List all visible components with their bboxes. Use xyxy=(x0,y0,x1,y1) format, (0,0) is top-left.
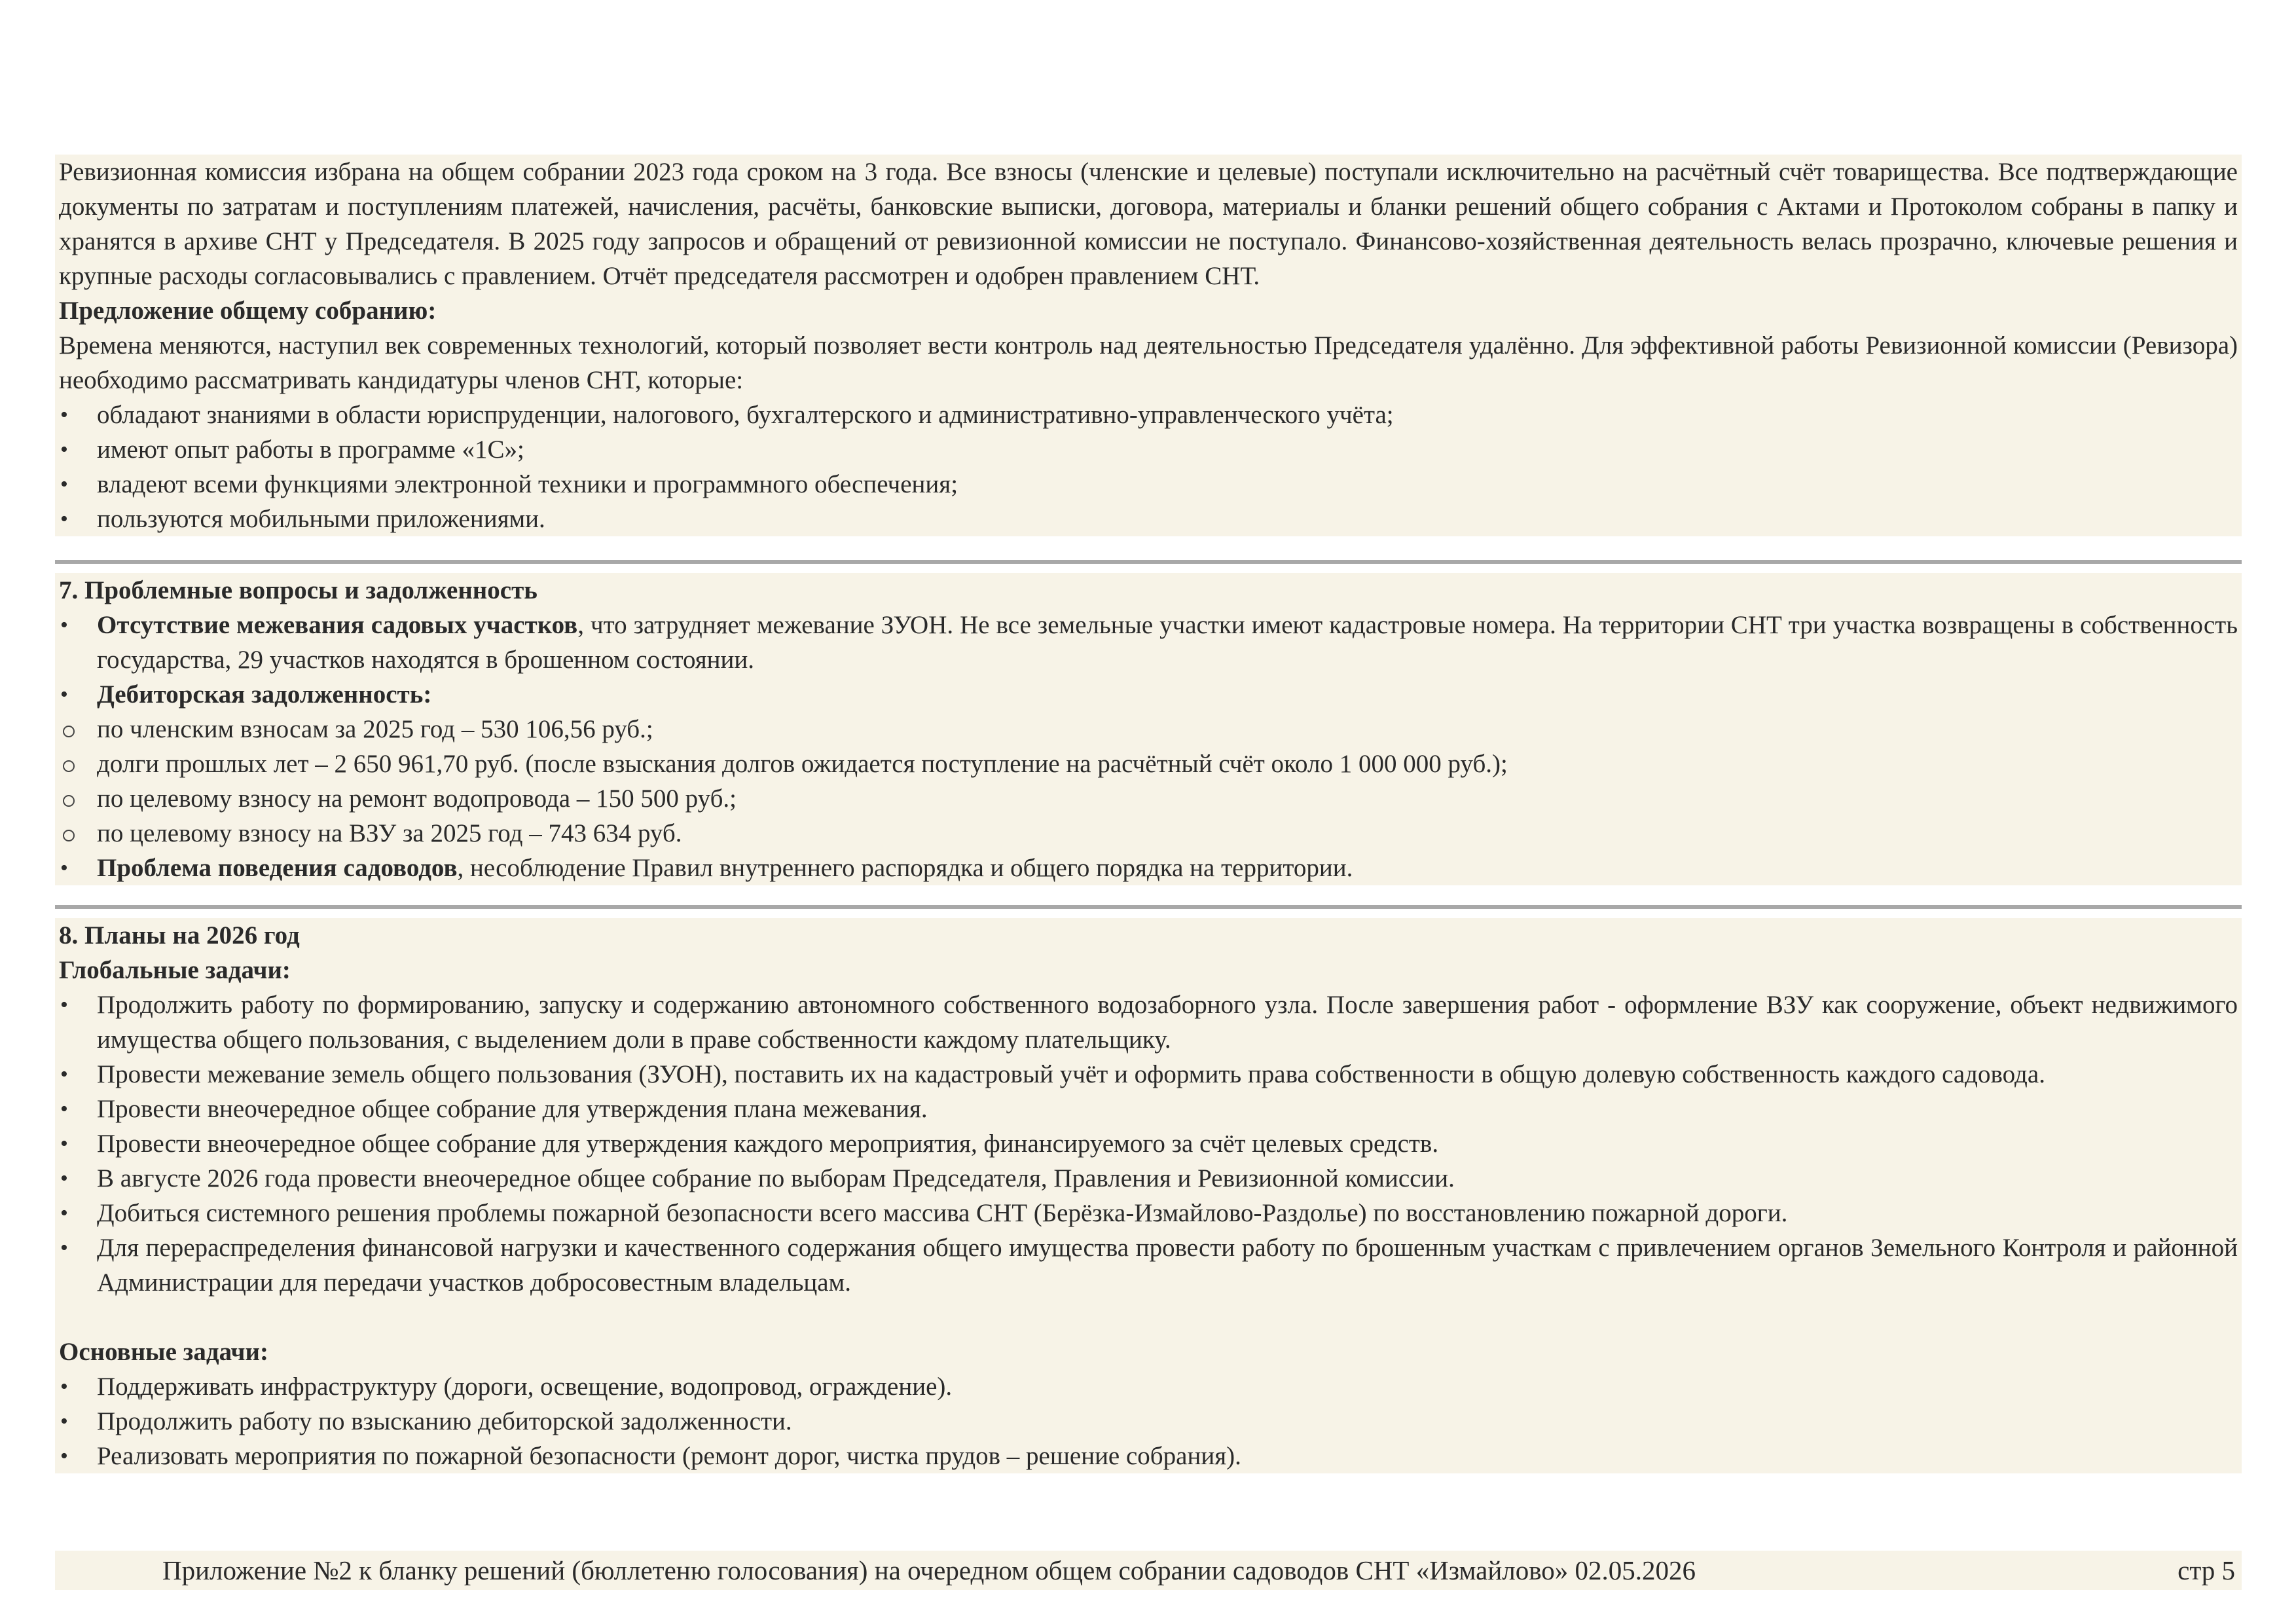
proposal-text: Времена меняются, наступил век современных технологий, который позволяет вести контроль над деятельностью Председателя удалённо. Для эффективной работы Ревизионной комиссии (Ревизора) необходимо рассматривать кандидатуры членов СНТ, которые: xyxy=(59,331,2238,394)
list-item: • владеют всеми функциями электронной техники и программного обеспечения; xyxy=(59,467,2238,502)
section-8 xyxy=(55,918,2242,1473)
list-item: • Провести внеочередное общее собрание для утверждения плана межевания. xyxy=(59,1092,2238,1126)
list-item: • В августе 2026 года провести внеочередное общее собрание по выборам Председателя, Правления и Ревизионной комиссии. xyxy=(59,1161,2238,1196)
item-text: , несоблюдение Правил внутреннего распорядка и общего порядка на территории. xyxy=(457,854,1353,882)
item-bold: Отсутствие межевания садовых участков xyxy=(97,611,578,639)
section-7 xyxy=(55,573,2242,885)
sub-list-item: по целевому взносу на ВЗУ за 2025 год – 743 634 руб. xyxy=(59,816,2238,851)
footer-text: Приложение №2 к бланку решений (бюллетеню голосования) на очередном общем собрании садоводов СНТ «Измайлово» 02.05.2026 xyxy=(162,1555,1696,1585)
spacer xyxy=(55,909,2242,918)
page-footer xyxy=(55,1551,2242,1590)
spacer xyxy=(55,536,2242,563)
list-item: • Продолжить работу по формированию, запуску и содержанию автономного собственного водозаборного узла. После завершения работ - оформление ВЗУ как сооружение, объект недвижимого имущества общего пользования, с выделением доли в праве собственности каждому плательщику. xyxy=(59,987,2238,1057)
main-tasks-heading: Основные задачи: xyxy=(59,1338,268,1366)
spacer xyxy=(55,885,2242,905)
section-7-heading: 7. Проблемные вопросы и задолженность xyxy=(59,576,538,604)
list-item: • Поддерживать инфраструктуру (дороги, освещение, водопровод, ограждение). xyxy=(59,1369,2238,1404)
sub-list-item: по целевому взносу на ремонт водопровода – 150 500 руб.; xyxy=(59,781,2238,816)
list-item xyxy=(59,851,2238,885)
page-number: стр 5 xyxy=(2178,1555,2235,1585)
list-item: • Реализовать мероприятия по пожарной безопасности (ремонт дорог, чистка прудов – решение собрания). xyxy=(59,1439,2238,1473)
proposal-heading: Предложение общему собранию: xyxy=(59,297,437,325)
item-bold: Дебиторская задолженность: xyxy=(97,680,432,709)
sub-list-item: по членским взносам за 2025 год – 530 106,56 руб.; xyxy=(59,712,2238,747)
spacer xyxy=(59,1300,2238,1335)
list-item: • Добиться системного решения проблемы пожарной безопасности всего массива СНТ (Берёзка-Измайлово-Раздолье) по восстановлению пожарной дороги. xyxy=(59,1196,2238,1230)
list-item: • имеют опыт работы в программе «1С»; xyxy=(59,432,2238,467)
audit-paragraph: Ревизионная комиссия избрана на общем собрании 2023 года сроком на 3 года. Все взносы (членские и целевые) поступали исключительно на расчётный счёт товарищества. Все подтверждающие документы по затратам и поступлениям платежей, начисления, расчёты, банковские выписки, договора, материалы и бланки решений общего собрания с Актами и Протоколом собраны в папку и хранятся в архиве СНТ у Председателя. В 2025 году запросов и обращений от ревизионной комиссии не поступало. Финансово-хозяйственная деятельность велась прозрачно, ключевые решения и крупные расходы согласовывались с правлением. Отчёт председателя рассмотрен и одобрен правлением СНТ. xyxy=(59,158,2238,290)
list-item xyxy=(59,677,2238,712)
section-8-heading: 8. Планы на 2026 год xyxy=(59,921,300,950)
list-item: • пользуются мобильными приложениями. xyxy=(59,502,2238,536)
list-item: • обладают знаниями в области юриспруденции, налогового, бухгалтерского и административно-управленческого учёта; xyxy=(59,397,2238,432)
item-bold: Проблема поведения садоводов xyxy=(97,854,458,882)
list-item: • Провести внеочередное общее собрание для утверждения каждого мероприятия, финансируемого за счёт целевых средств. xyxy=(59,1126,2238,1161)
global-tasks-heading: Глобальные задачи: xyxy=(59,956,291,984)
sub-list-item: долги прошлых лет – 2 650 961,70 руб. (после взыскания долгов ожидается поступление на расчётный счёт около 1 000 000 руб.); xyxy=(59,747,2238,781)
spacer xyxy=(55,564,2242,573)
list-item xyxy=(59,608,2238,677)
list-item: • Продолжить работу по взысканию дебиторской задолженности. xyxy=(59,1404,2238,1439)
audit-section xyxy=(55,155,2242,536)
list-item: • Провести межевание земель общего пользования (ЗУОН), поставить их на кадастровый учёт и оформить права собственности в общую долевую собственность каждого садовода. xyxy=(59,1057,2238,1092)
document-page xyxy=(55,155,2242,1473)
item-text: , что затрудняет межевание ЗУОН. Не все земельные участки имеют кадастровые номера. На территории СНТ три участка возвращены в собственность государства, 29 участков находятся в брошенном состоянии. xyxy=(97,611,2238,674)
list-item: • Для перераспределения финансовой нагрузки и качественного содержания общего имущества провести работу по брошенным участкам с привлечением органов Земельного Контроля и районной Администрации для передачи участков добросовестным владельцам. xyxy=(59,1230,2238,1300)
